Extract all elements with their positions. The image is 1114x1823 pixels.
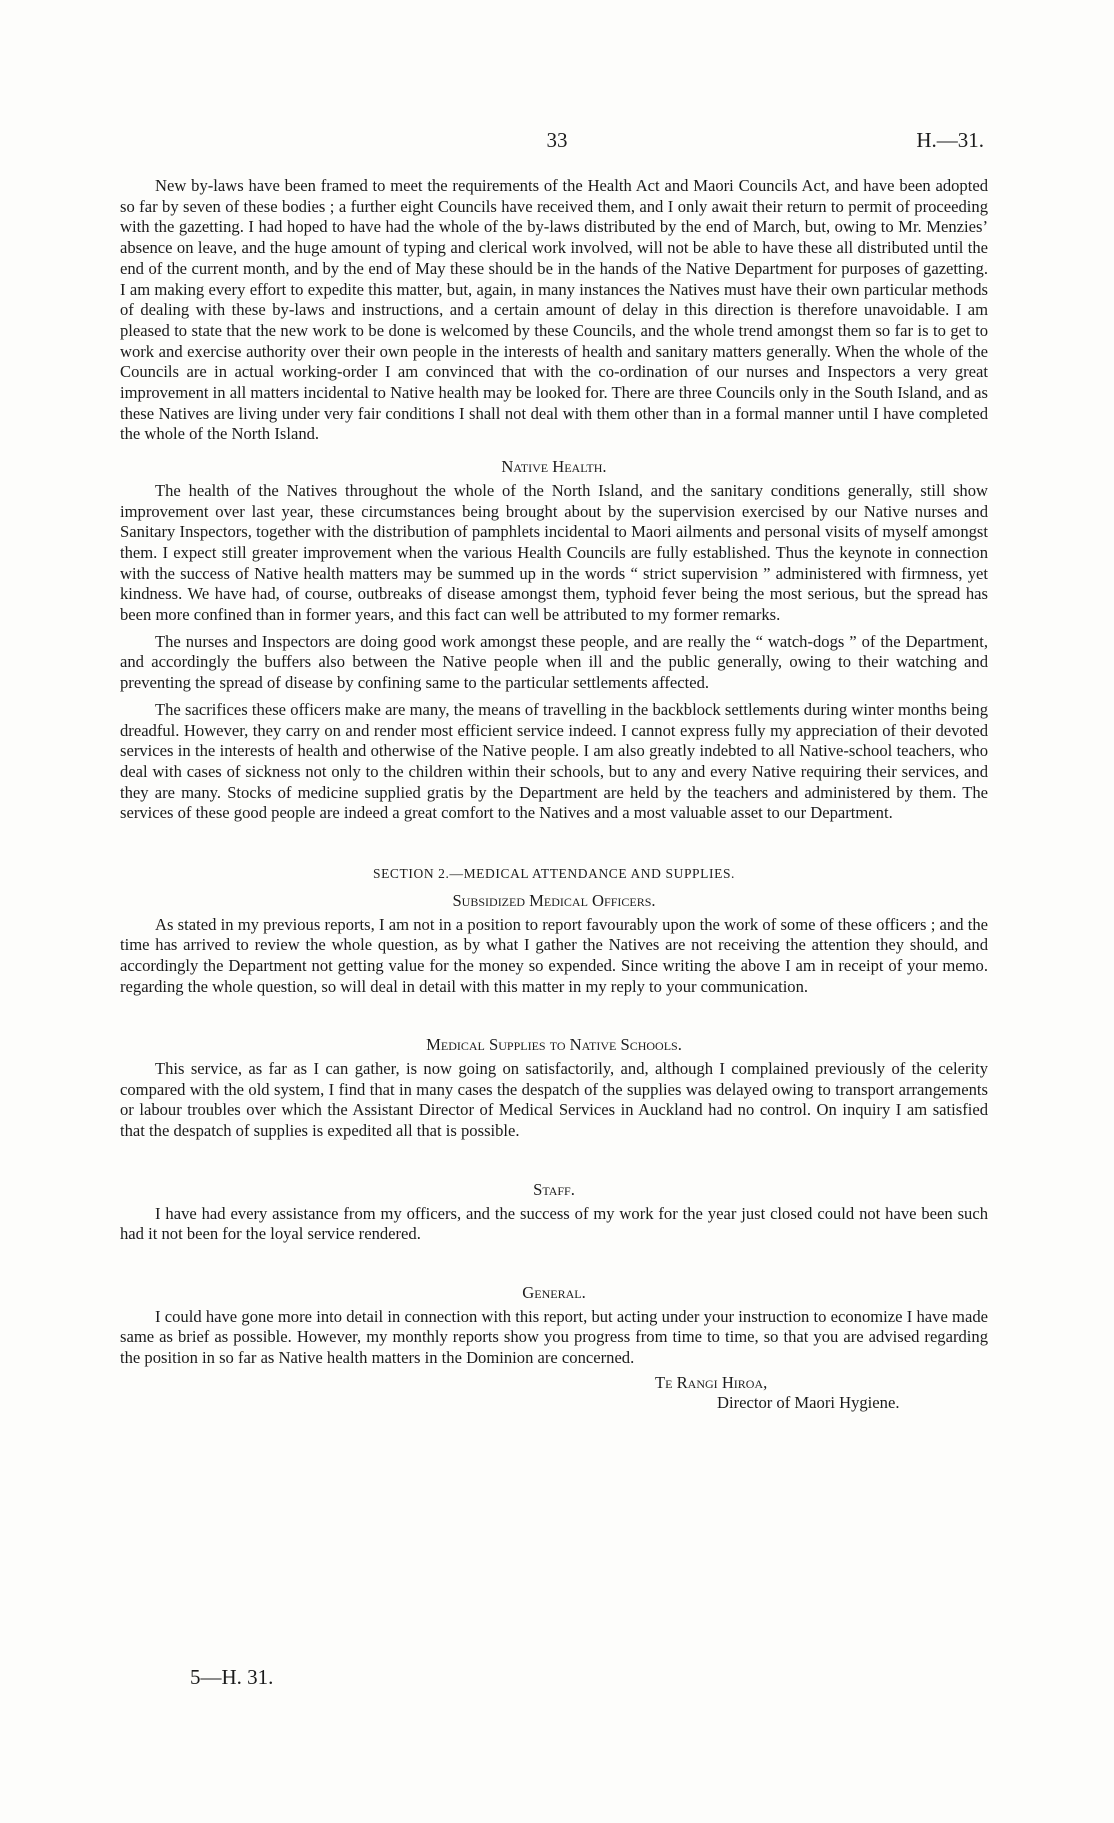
- heading-native-health: Native Health.: [501, 457, 607, 477]
- paragraph-sacrifices: The sacrifices these officers make are many, the means of travelling in the backblock settlements during winter months being dreadful. However, they carry on and render most efficient service indeed. I cannot express fully my appreciation of their devoted services in the interests of health and otherwise of the Native people. I am also greatly indebted to all Native-school teachers, who deal with cases of sickness not only to the children within their schools, but to any and every Native requiring their services, and they are many. Stocks of medicine supplied gratis by the Department are held by the teachers and administered by them. The services of these good people are indeed a great comfort to the Natives and a most valuable asset to our Department.: [120, 699, 988, 823]
- paragraph-general: I could have gone more into detail in connection with this report, but acting under your instruction to economize I have made same as brief as possible. However, my monthly reports show you progress from time to time, so that you are advised regarding the position in so far as Native health matters in the Dominion are concerned.: [120, 1306, 988, 1368]
- paragraph-staff: I have had every assistance from my officers, and the success of my work for the year just closed could not have been such had it not been for the loyal service rendered.: [120, 1203, 988, 1244]
- paragraph-nurses-inspectors: The nurses and Inspectors are doing good work amongst these people, and are really the “ watch-dogs ” of the Department, and accordingly the buffers also between the Native people when ill and the public generally, owing to their watching and preventing the spread of disease by confining same to the particular settlements affected.: [120, 631, 988, 693]
- section-2-heading: SECTION 2.—MEDICAL ATTENDANCE AND SUPPLIES.: [372, 866, 736, 882]
- signatory-title: Director of Maori Hygiene.: [717, 1393, 900, 1413]
- signature-block: [120, 1373, 988, 1414]
- document-reference: H.—31.: [916, 128, 984, 152]
- page-body: [120, 176, 988, 1414]
- heading-general: General.: [522, 1282, 586, 1302]
- heading-staff: Staff.: [533, 1179, 575, 1199]
- heading-subsidized-medical-officers: Subsidized Medical Officers.: [452, 890, 656, 910]
- heading-medical-supplies: Medical Supplies to Native Schools.: [426, 1035, 682, 1055]
- paragraph-bylaws: New by-laws have been framed to meet the requirements of the Health Act and Maori Councils Act, and have been adopted so far by seven of these bodies ; a further eight Councils have received them, and I only await their return to permit of proceeding with the gazetting. I had hoped to have had the whole of the by-laws distributed by the end of March, but, owing to Mr. Menzies’ absence on leave, and the huge amount of typing and clerical work involved, will not be able to have these all distributed until the end of the current month, and by the end of May these should be in the hands of the Native Department for purposes of gazetting. I am making every effort to expedite this matter, but, again, in many instances the Natives must have their own particular methods of dealing with these by-laws and instructions, and a certain amount of delay in this direction is therefore unavoidable. I am pleased to state that the new work to be done is welcomed by these Councils, and the whole trend amongst them so far is to get to work and exercise authority over their own people in the interests of health and sanitary matters generally. When the whole of the Councils are in actual working-order I am convinced that with the co-ordination of our nurses and Inspectors a very great improvement in all matters incidental to Native health may be looked for. There are three Councils only in the South Island, and as these Natives are living under very fair conditions I shall not deal with them other than in a formal manner until I have completed the whole of the North Island.: [120, 176, 988, 444]
- footer-reference: 5—H. 31.: [190, 1665, 274, 1689]
- paragraph-native-health: The health of the Natives throughout the whole of the North Island, and the sanitary conditions generally, still show improvement over last year, these circumstances being brought about by the supervision exercised by our Native nurses and Sanitary Inspectors, together with the distribution of pamphlets incidental to Maori ailments and personal visits of myself amongst them. I expect still greater improvement when the various Health Councils are fully established. Thus the keynote in connection with the success of Native health matters may be summed up in the words “ strict supervision ” administered with firmness, yet kindness. We have had, of course, outbreaks of disease amongst them, typhoid fever being the most serious, but the spread has been more confined than in former years, and this fact can well be attributed to my former remarks.: [120, 480, 988, 625]
- page-number: 33: [546, 128, 568, 152]
- signatory-name: Te Rangi Hiroa,: [655, 1372, 768, 1392]
- paragraph-subsidized: As stated in my previous reports, I am not in a position to report favourably upon the work of some of these officers ; and the time has arrived to review the whole question, as by what I gather the Natives are not receiving the attention they should, and accordingly the Department not getting value for the money so expended. Since writing the above I am in receipt of your memo. regarding the whole question, so will deal in detail with this matter in my reply to your communication.: [120, 914, 988, 996]
- paragraph-medical-supplies: This service, as far as I can gather, is now going on satisfactorily, and, although I complained previously of the celerity compared with the old system, I find that in many cases the despatch of the supplies was delayed owing to transport arrangements or labour troubles over which the Assistant Director of Medical Services in Auckland had no control. On inquiry I am satisfied that the despatch of supplies is expedited all that is possible.: [120, 1059, 988, 1141]
